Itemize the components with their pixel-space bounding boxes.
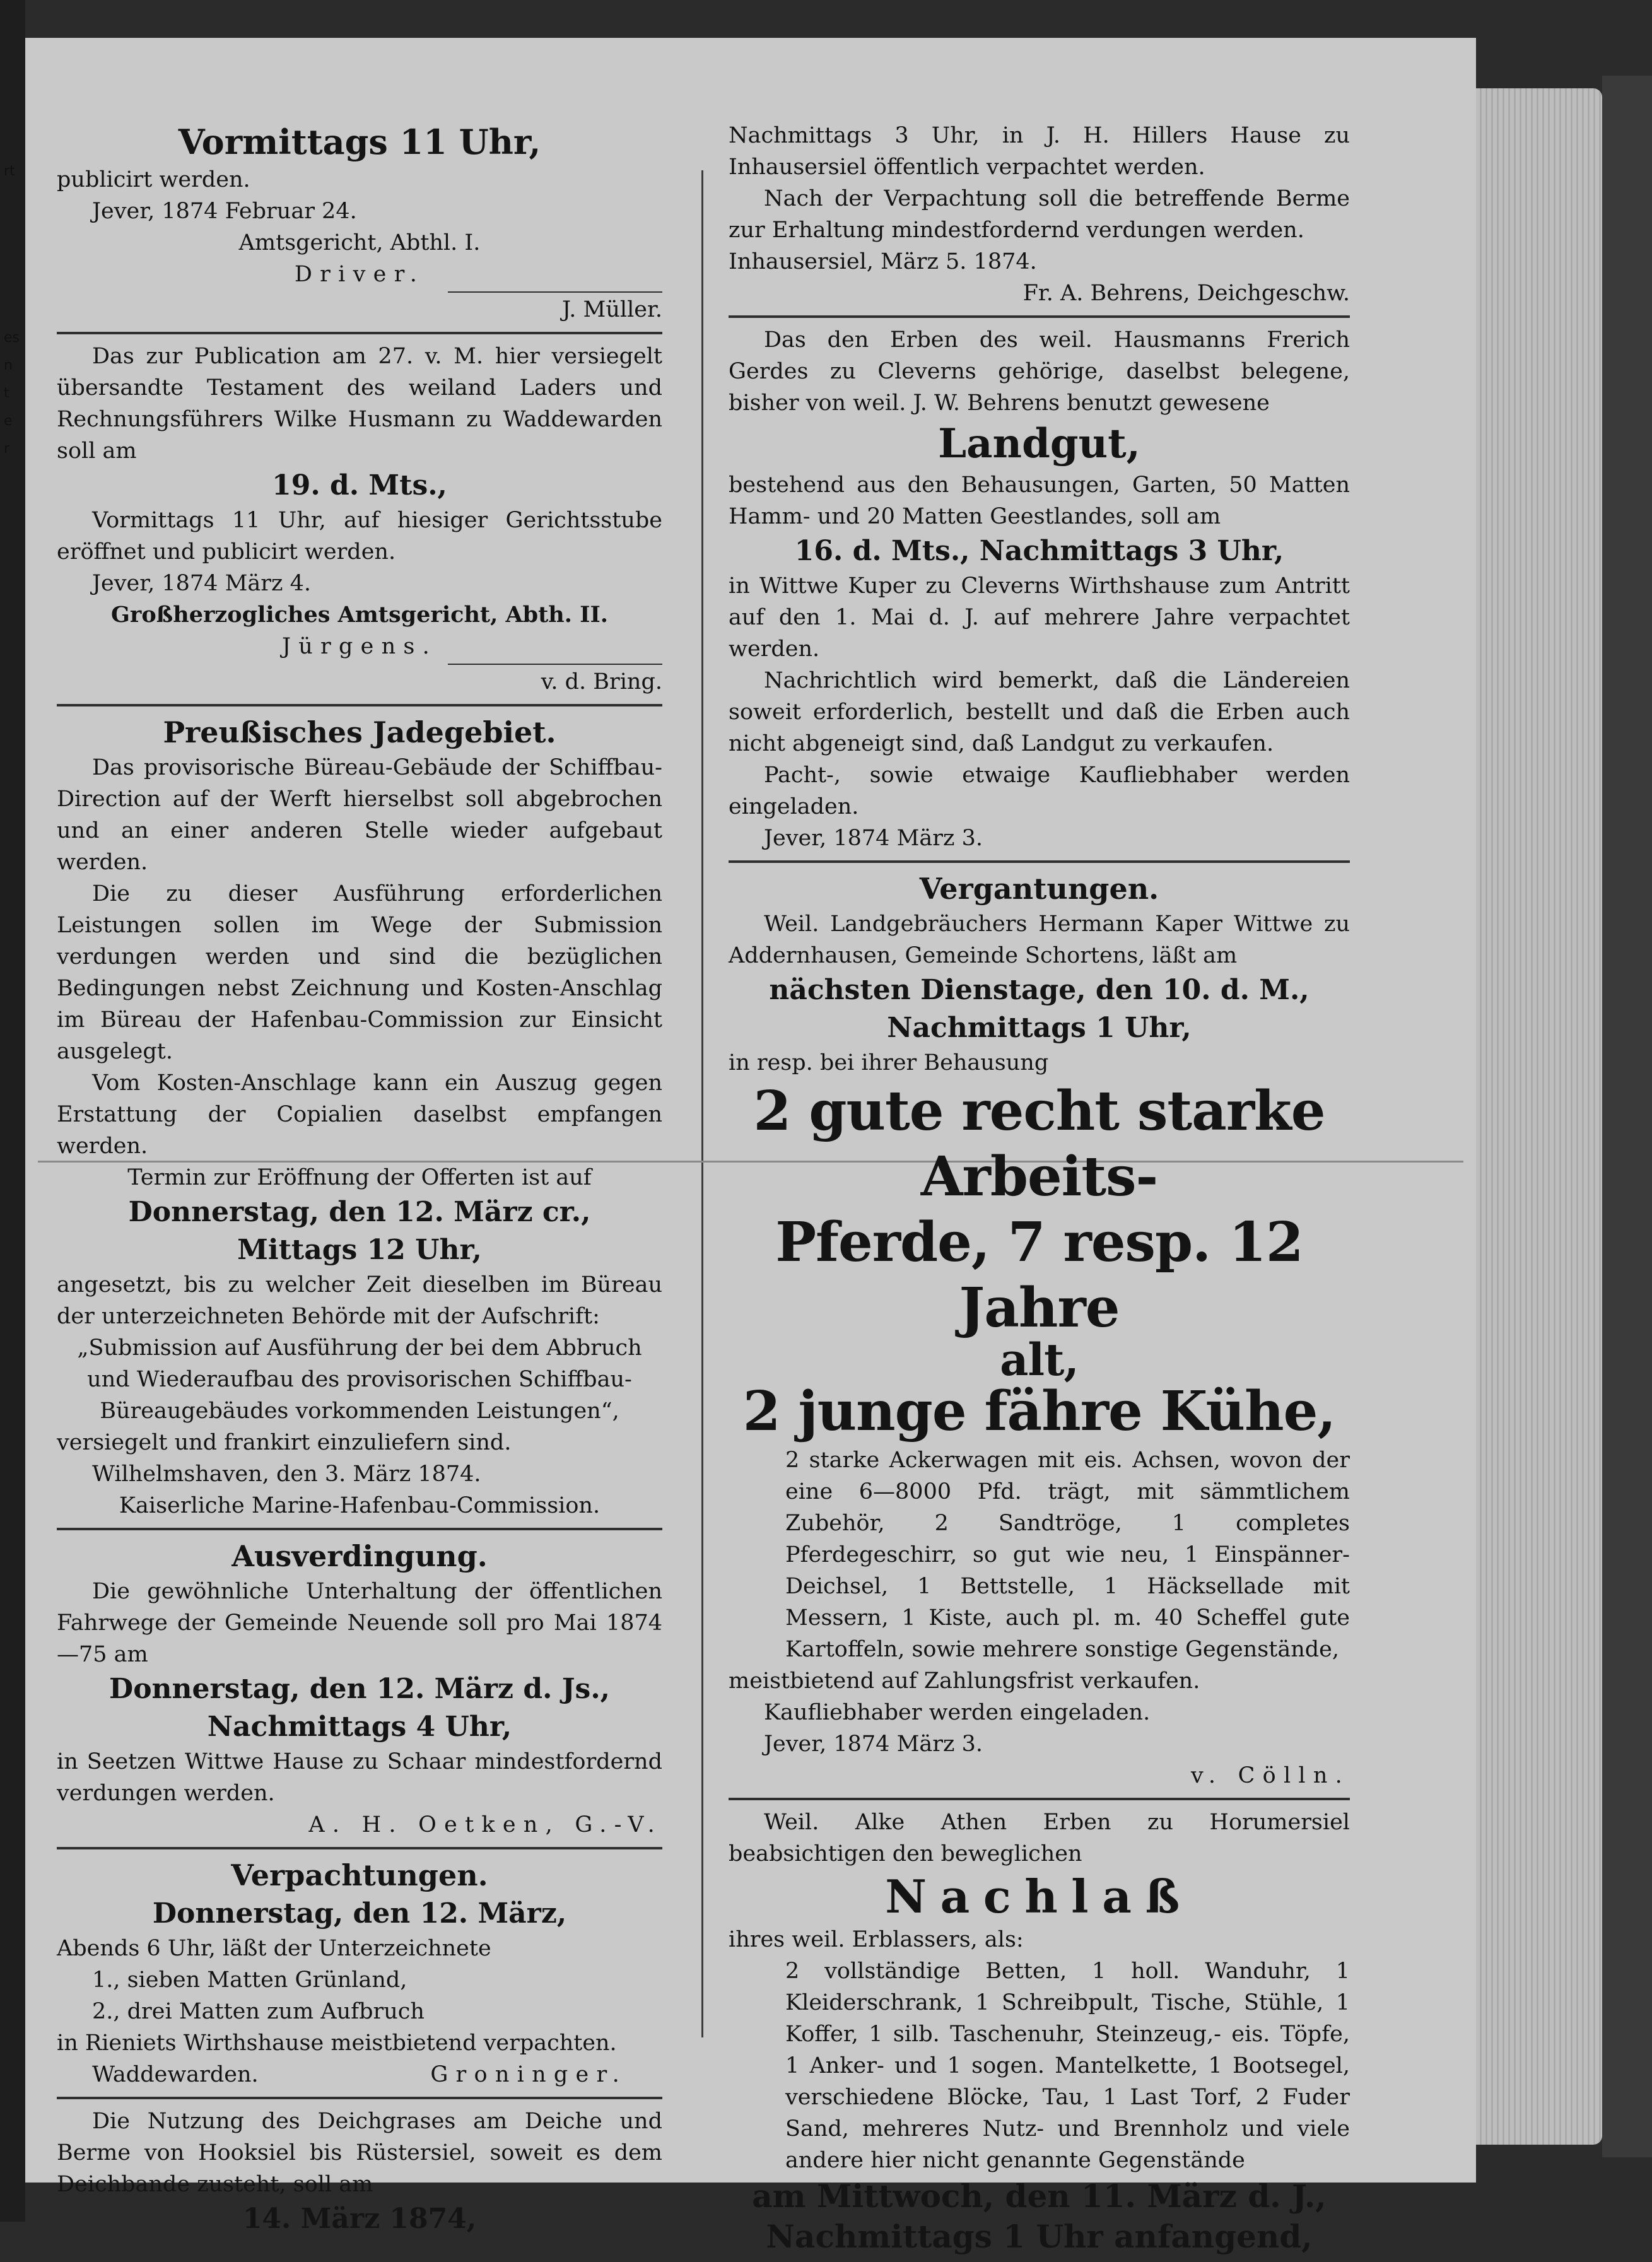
notice-signature-2: v. d. Bring. bbox=[541, 669, 662, 694]
notice-body-3: in Wittwe Kuper zu Cleverns Wirthshause zum Antritt auf den 1. Mai d. J. auf mehrere Jahre verpachtet werden. bbox=[729, 573, 1350, 662]
notice-date: 19. d. Mts., bbox=[272, 469, 447, 501]
notice-date: 16. d. Mts., Nachmittags 3 Uhr, bbox=[794, 535, 1284, 567]
notice-body-5: Pacht-, sowie etwaige Kaufliebhaber werden eingeladen. bbox=[729, 763, 1350, 819]
book-spine bbox=[1602, 76, 1652, 2157]
notice-paragraph: angesetzt, bis zu welcher Zeit dieselben im Büreau der unterzeichneten Behörde mit der Aufschrift: bbox=[57, 1272, 662, 1329]
notice-place-date: Jever, 1874 März 3. bbox=[764, 826, 983, 851]
notice-separator bbox=[729, 860, 1350, 863]
notice-publication-1 bbox=[57, 120, 662, 325]
notice-time: Nachmittags 1 Uhr anfangend, bbox=[766, 2218, 1313, 2255]
notice-date: Donnerstag, den 12. März cr., bbox=[128, 1196, 591, 1228]
notice-paragraph: versiegelt und frankirt einzuliefern sind. bbox=[57, 1430, 512, 1455]
notice-body-2: in Seetzen Wittwe Hause zu Schaar mindestfordernd verdungen werden. bbox=[57, 1749, 662, 1806]
notice-signature-2: J. Müller. bbox=[561, 297, 662, 322]
notice-body: Die Nutzung des Deichgrases am Deiche und Berme von Hooksiel bis Rüstersiel, soweit es dem Deichbande zusteht, soll am bbox=[57, 2109, 662, 2197]
notice-heading: Ausverdingung. bbox=[231, 1539, 488, 1573]
notice-paragraph: Termin zur Eröffnung der Offerten ist auf bbox=[127, 1165, 592, 1190]
notice-place-date: Wilhelmshaven, den 3. März 1874. bbox=[92, 1462, 481, 1487]
notice-body: Weil. Landgebräuchers Hermann Kaper Wittwe zu Addernhausen, Gemeinde Schortens, läßt am bbox=[729, 911, 1350, 968]
notice-big-item: Pferde, 7 resp. 12 Jahre bbox=[775, 1210, 1303, 1340]
notice-separator bbox=[57, 704, 662, 706]
margin-fragment-left: rt es n t e r bbox=[4, 163, 20, 457]
signature-rule bbox=[448, 291, 662, 293]
notice-item: 1., sieben Matten Grünland, bbox=[92, 1967, 407, 1993]
notice-place-date: Jever, 1874 Februar 24. bbox=[92, 199, 357, 224]
notice-heading: Nachlaß bbox=[885, 1870, 1193, 1923]
notice-paragraph: Das provisorische Büreau-Gebäude der Schiffbau-Direction auf der Werft hierselbst soll abgebrochen und an einer anderen Stelle wieder aufgebaut werden. bbox=[57, 755, 662, 875]
notice-item-list: 2 starke Ackerwagen mit eis. Achsen, wovon der eine 6—8000 Pfd. trägt, mit sämmtlichem Zubehör, 2 Sandtröge, 1 completes Pferdegeschirr, so gut wie neu, 1 Einspänner-Deichsel, 1 Bettstelle, 1 Häcksellade mit Messern, 1 Kiste, auch pl. m. 40 Scheffel gute Kartoffeln, sowie mehrere sonstige Gegenstände, bbox=[785, 1448, 1350, 1662]
notice-signature: Groninger. bbox=[430, 2062, 627, 2087]
notice-heading: Vormittags 11 Uhr, bbox=[178, 122, 541, 162]
notice-landgut bbox=[729, 324, 1350, 854]
notice-signature: Kaiserliche Marine-Hafenbau-Commission. bbox=[119, 1493, 600, 1518]
left-column bbox=[57, 120, 662, 2243]
notice-separator bbox=[57, 1528, 662, 1530]
notice-body: Die gewöhnliche Unterhaltung der öffentlichen Fahrwege der Gemeinde Neuende soll pro Mai 1874—75 am bbox=[57, 1579, 662, 1667]
notice-heading: Vergantungen. bbox=[919, 872, 1159, 906]
notice-item-list: 2 vollständige Betten, 1 holl. Wanduhr, 1 Kleiderschrank, 1 Schreibpult, Tische, Stühle, 1 Koffer, 1 silb. Taschenuhr, Steinzeug,- eis. Töpfe, 1 Anker- und 1 sogen. Mantelkette, 1 Bootsegel, verschiedene Blöcke, Tau, 1 Last Torf, 2 Fuder Sand, mehreres Nutz- und Brennholz und viele andere hier nicht genannte Gegenstände bbox=[785, 1959, 1350, 2173]
notice-signature: v. Cölln. bbox=[1190, 1763, 1350, 1788]
notice-body-2: in resp. bei ihrer Behausung bbox=[729, 1050, 1049, 1075]
notice-separator bbox=[57, 2097, 662, 2099]
notice-body-2: Vormittags 11 Uhr, auf hiesiger Gerichtsstube eröffnet und publicirt werden. bbox=[57, 508, 662, 565]
notice-body: Nachmittags 3 Uhr, in J. H. Hillers Hause zu Inhausersiel öffentlich verpachtet werden. bbox=[729, 123, 1350, 180]
notice-signature: Fr. A. Behrens, Deichgeschw. bbox=[1022, 281, 1350, 306]
notice-body-2: Nach der Verpachtung soll die betreffende Berme zur Erhaltung mindestfordernd verdungen werden. bbox=[729, 186, 1350, 243]
notice-heading: Landgut, bbox=[938, 420, 1140, 467]
notice-date: Donnerstag, den 12. März, bbox=[152, 1897, 567, 1930]
notice-big-item: 2 gute recht starke Arbeits- bbox=[753, 1079, 1325, 1209]
signature-rule bbox=[448, 664, 662, 665]
notice-deichgras bbox=[57, 2106, 662, 2238]
notice-heading: Verpachtungen. bbox=[231, 1858, 488, 1892]
notice-signature: A. H. Oetken, G.-V. bbox=[308, 1812, 662, 1837]
notice-time: Mittags 12 Uhr, bbox=[237, 1234, 482, 1266]
notice-body: Das den Erben des weil. Hausmanns Frerich Gerdes zu Cleverns gehörige, daselbst belegene, bisher von weil. J. W. Behrens benutzt gewesene bbox=[729, 327, 1350, 416]
notice-date: am Mittwoch, den 11. März d. J., bbox=[752, 2177, 1327, 2215]
right-column bbox=[729, 120, 1350, 2262]
notice-place-date: Inhausersiel, März 5. 1874. bbox=[729, 249, 1037, 274]
notice-body-2: in Rieniets Wirthshause meistbietend verpachten. bbox=[57, 2031, 617, 2056]
notice-heading: Preußisches Jadegebiet. bbox=[163, 715, 556, 749]
notice-big-item: alt, bbox=[1000, 1333, 1079, 1386]
notice-jadegebiet bbox=[57, 713, 662, 1521]
notice-body: Abends 6 Uhr, läßt der Unterzeichnete bbox=[57, 1936, 491, 1961]
notice-ausverdingung bbox=[57, 1537, 662, 1841]
notice-place-date: Jever, 1874 März 3. bbox=[764, 1732, 983, 1757]
notice-court: Großherzogliches Amtsgericht, Abth. II. bbox=[111, 602, 608, 628]
page-edges-stack bbox=[1476, 88, 1602, 2145]
notice-paragraph: Vom Kosten-Anschlage kann ein Auszug gegen Erstattung der Copialien daselbst empfangen werden. bbox=[57, 1070, 662, 1159]
notice-body-4: Nachrichtlich wird bemerkt, daß die Ländereien soweit erforderlich, bestellt und daß die Erben auch nicht abgeneigt sind, daß Landgut zu verkaufen. bbox=[729, 668, 1350, 756]
notice-place: Waddewarden. bbox=[92, 2062, 259, 2087]
notice-body-4: Kaufliebhaber werden eingeladen. bbox=[764, 1700, 1151, 1725]
notice-verpachtungen bbox=[57, 1856, 662, 2090]
notice-body-2: bestehend aus den Behausungen, Garten, 50 Matten Hamm- und 20 Matten Geestlandes, soll am bbox=[729, 472, 1350, 529]
notice-big-item: 2 junge fähre Kühe, bbox=[742, 1380, 1336, 1443]
notice-footer bbox=[57, 2059, 662, 2090]
notice-separator bbox=[729, 1798, 1350, 1800]
notice-body-3: meistbietend auf Zahlungsfrist verkaufen. bbox=[729, 1668, 1200, 1694]
notice-body: Das zur Publication am 27. v. M. hier versiegelt übersandte Testament des weiland Laders und Rechnungsführers Wilke Husmann zu Waddewarden soll am bbox=[57, 344, 662, 464]
notice-place-date: Jever, 1874 März 4. bbox=[92, 571, 311, 596]
notice-date: nächsten Dienstage, den 10. d. M., bbox=[769, 974, 1309, 1006]
notice-paragraph: Die zu dieser Ausführung erforderlichen Leistungen sollen im Wege der Submission verdungen werden und sind die bezüglichen Bedingungen nebst Zeichnung und Kosten-Anschlag im Büreau der Hafenbau-Commission zur Einsicht ausgelegt. bbox=[57, 881, 662, 1064]
notice-testament bbox=[57, 341, 662, 698]
notice-body: Weil. Alke Athen Erben zu Horumersiel beabsichtigen den beweglichen bbox=[729, 1810, 1350, 1866]
notice-nachlass bbox=[729, 1807, 1350, 2257]
notice-signature: Driver. bbox=[294, 262, 425, 287]
column-divider bbox=[701, 170, 703, 2037]
notice-time: Nachmittags 4 Uhr, bbox=[207, 1711, 512, 1743]
notice-berme bbox=[729, 120, 1350, 309]
notice-separator bbox=[57, 332, 662, 334]
notice-item: 2., drei Matten zum Aufbruch bbox=[92, 1999, 425, 2024]
notice-time: Nachmittags 1 Uhr, bbox=[887, 1012, 1192, 1044]
notice-date: 14. März 1874, bbox=[242, 2203, 477, 2235]
notice-date: Donnerstag, den 12. März d. Js., bbox=[109, 1673, 610, 1705]
notice-body-2: ihres weil. Erblassers, als: bbox=[729, 1927, 1024, 1952]
notice-separator bbox=[729, 315, 1350, 318]
notice-court: Amtsgericht, Abthl. I. bbox=[238, 230, 481, 255]
notice-signature: Jürgens. bbox=[281, 634, 438, 659]
notice-vergantungen bbox=[729, 869, 1350, 1791]
notice-line: publicirt werden. bbox=[57, 167, 250, 192]
notice-quote: „Submission auf Ausführung der bei dem Abbruch und Wiederaufbau des provisorischen Schiffbau-Büreaugebäudes vorkommenden Leistungen“, bbox=[77, 1335, 642, 1424]
notice-separator bbox=[57, 1847, 662, 1849]
